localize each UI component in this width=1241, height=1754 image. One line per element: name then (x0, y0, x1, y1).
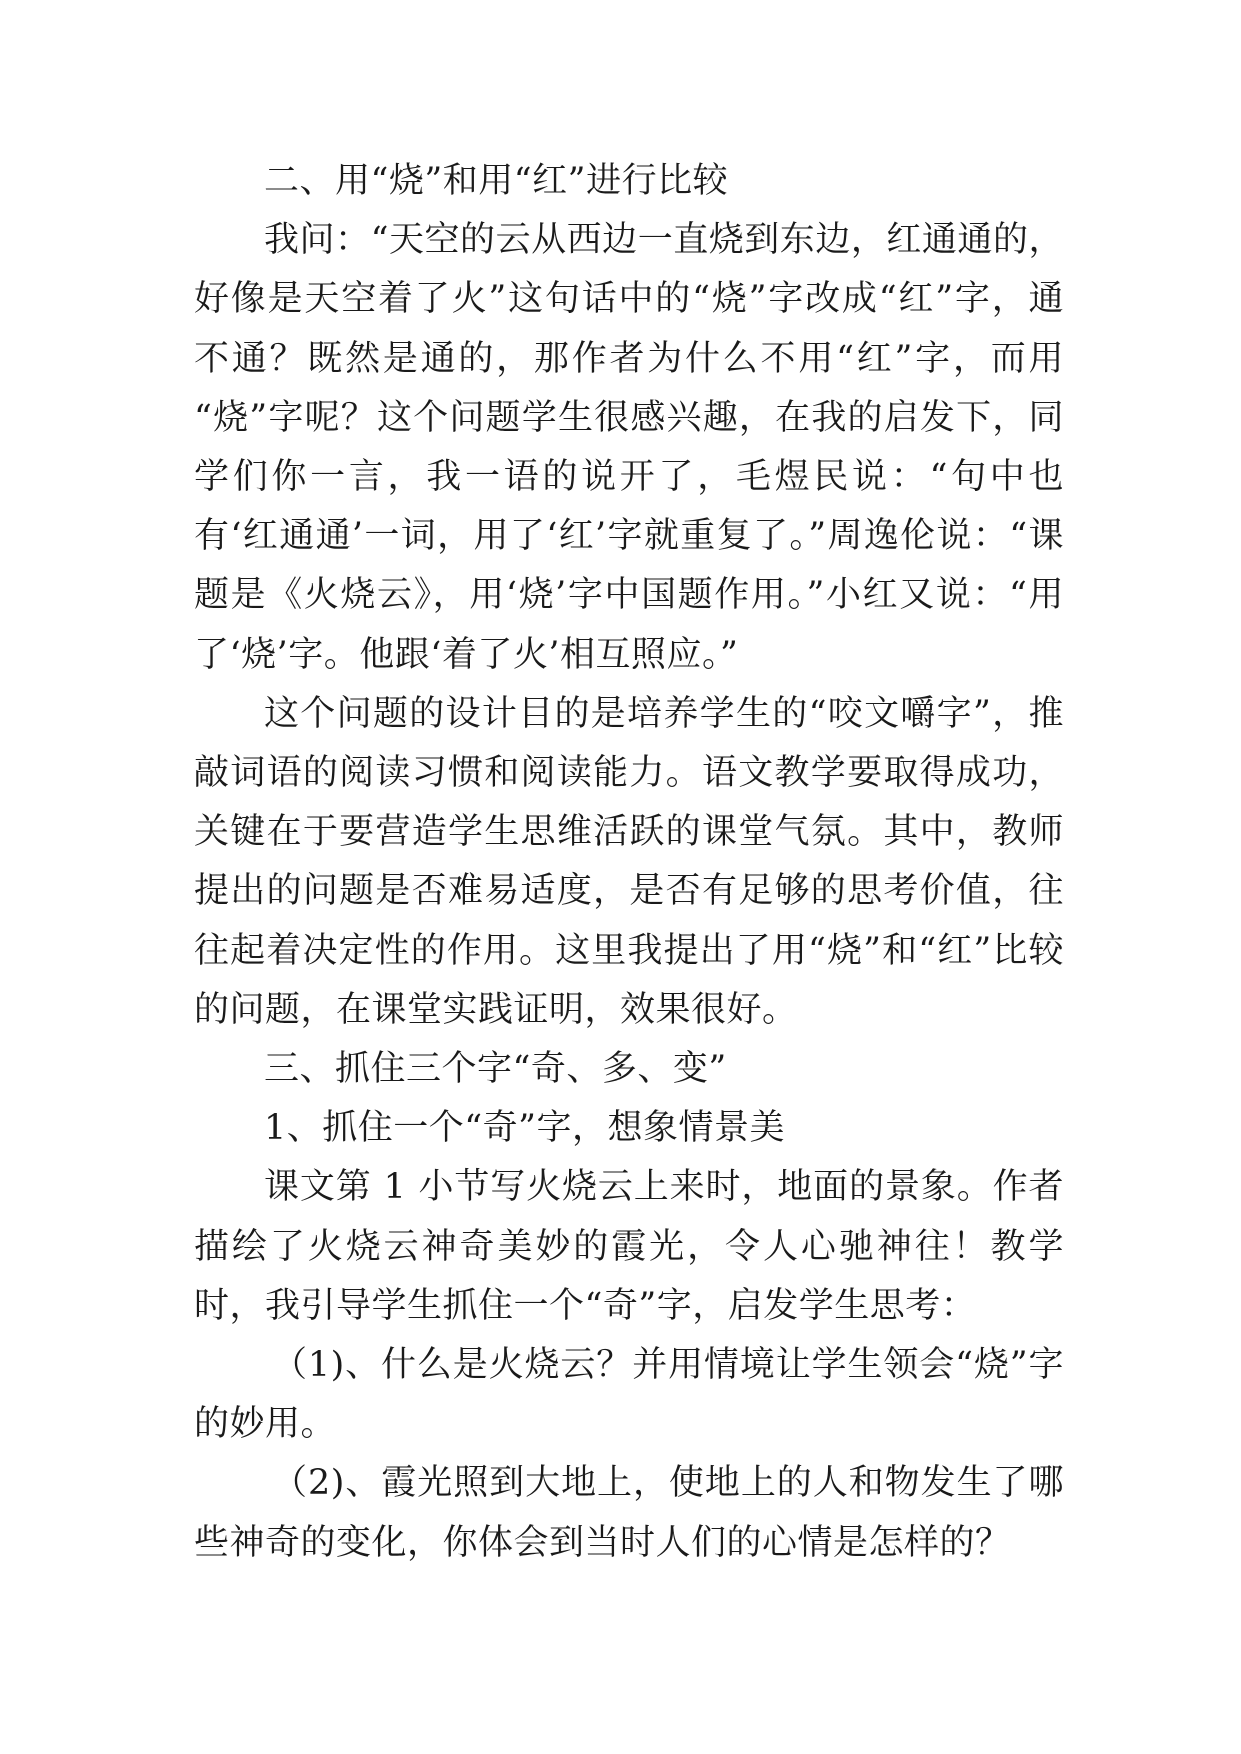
list-item-1: （1)、什么是火烧云？并用情境让学生领会“烧”字的妙用。 (194, 1345, 1064, 1445)
paragraph: 我问：“天空的云从西边一直烧到东边，红通通的，好像是天空着了火”这句话中的“烧”字改成“红”字，通不通？既然是通的，那作者为什么不用“红”字，而用 “烧”字呢？这个问题学生很感兴趣，在我的启发下，同学们你一言，我一语的说开了，毛煜民说：“句中也有‘红通通’一词，用了‘红’字就重复了。”周逸伦说：“课题是《火烧云》，用‘烧’字中国题作用。”小红又说：“用了‘烧’字。他跟‘着了火’相互照应。” (194, 220, 1064, 675)
paragraph: 这个问题的设计目的是培养学生的“咬文嚼字”，推敲词语的阅读习惯和阅读能力。语文教学要取得成功，关键在于要营造学生思维活跃的课堂气氛。其中，教师提出的问题是否难易适度，是否有足够的思考价值，往往起着决定性的作用。这里我提出了用“烧”和“红”比较的问题，在课堂实践证明，效果很好。 (194, 693, 1064, 1030)
section-heading-3: 三、抓住三个字“奇、多、变” (264, 1049, 727, 1090)
list-item-2: （2)、霞光照到大地上，使地上的人和物发生了哪些神奇的变化，你体会到当时人们的心情是怎样的？ (194, 1463, 1064, 1563)
subsection-heading-1: 1、抓住一个“奇”字，想象情景美 (264, 1108, 786, 1149)
paragraph: 课文第 1 小节写火烧云上来时，地面的景象。作者描绘了火烧云神奇美妙的霞光，令人心驰神往！教学时，我引导学生抓住一个“奇”字，启发学生思考： (194, 1167, 1064, 1326)
document-body (194, 152, 1064, 1573)
section-heading-2: 二、用“烧”和用“红”进行比较 (264, 161, 729, 201)
